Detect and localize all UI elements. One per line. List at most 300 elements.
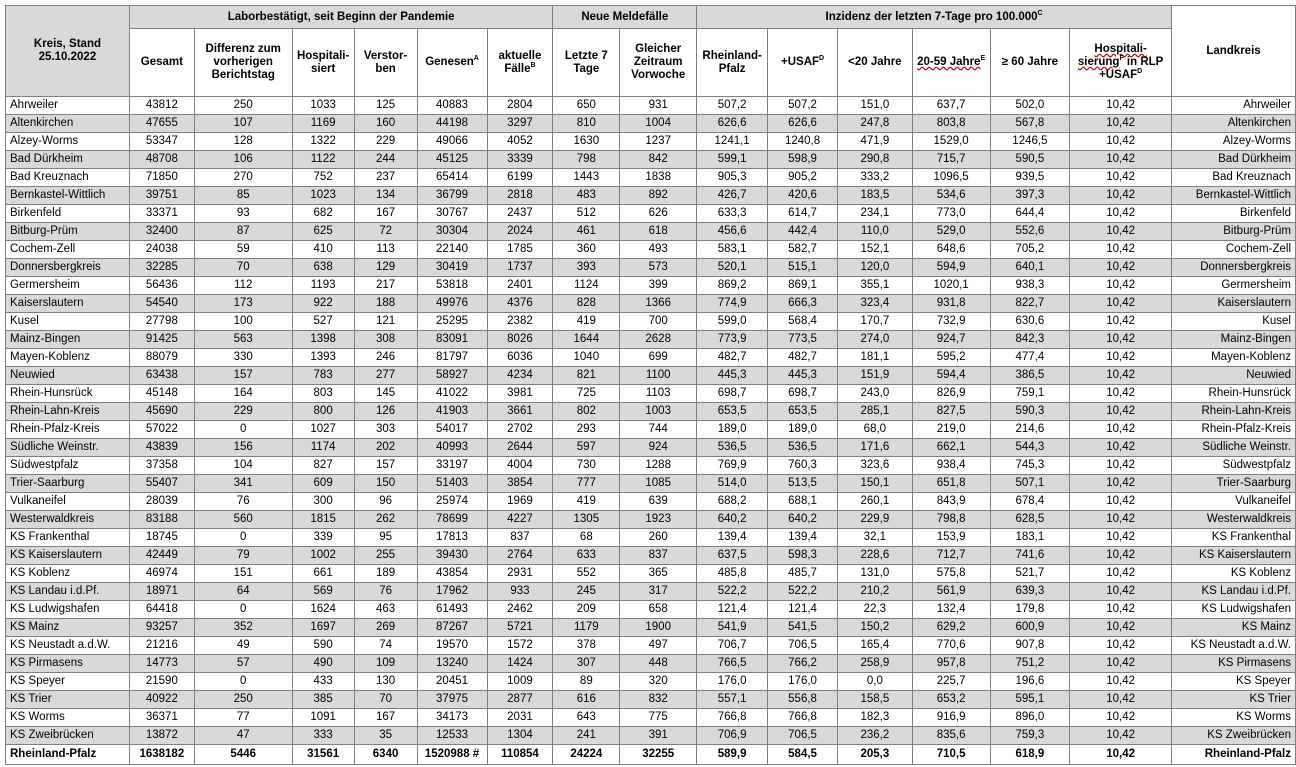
header-group-neue-meldefaelle <box>553 6 697 29</box>
cell-inzidenz-unter-20: 22,3 <box>837 601 912 619</box>
cell-inzidenz-20-59: 803,8 <box>912 115 990 133</box>
cell-hospitalisierung: 10,42 <box>1070 169 1172 187</box>
cell-differenz: 352 <box>194 619 292 637</box>
cell-kreis: Kusel <box>6 313 130 331</box>
cell-gleicher-zeitraum: 639 <box>620 493 697 511</box>
table-row <box>6 421 1296 439</box>
cell-hospitalisierung: 10,42 <box>1070 637 1172 655</box>
cell-hospitalisiert: 1169 <box>292 115 354 133</box>
cell-gesamt: 56436 <box>129 277 194 295</box>
cell-genesen: 25974 <box>417 493 487 511</box>
cell-genesen: 22140 <box>417 241 487 259</box>
cell-verstorben: 74 <box>354 637 417 655</box>
cell-letzte-7-tage: 307 <box>553 655 620 673</box>
cell-gesamt: 18971 <box>129 583 194 601</box>
cell-genesen: 87267 <box>417 619 487 637</box>
cell-inzidenz-usaf: 139,4 <box>768 529 838 547</box>
cell-gesamt: 32285 <box>129 259 194 277</box>
cell-letzte-7-tage: 1124 <box>553 277 620 295</box>
cell-inzidenz-rlp: 769,9 <box>697 457 768 475</box>
cell-verstorben: 244 <box>354 151 417 169</box>
cell-landkreis: KS Mainz <box>1171 619 1295 637</box>
cell-inzidenz-rlp: 507,2 <box>697 97 768 115</box>
cell-inzidenz-usaf: 760,3 <box>768 457 838 475</box>
cell-genesen: 39430 <box>417 547 487 565</box>
cell-hospitalisierung: 10,42 <box>1070 331 1172 349</box>
cell-landkreis: KS Trier <box>1171 691 1295 709</box>
cell-gleicher-zeitraum: 1288 <box>620 457 697 475</box>
cell-gleicher-zeitraum: 448 <box>620 655 697 673</box>
cell-aktuelle-faelle: 933 <box>487 583 553 601</box>
header-kreis-stand-label: Kreis, Stand <box>33 38 101 50</box>
cell-inzidenz-ab-60: 590,3 <box>990 403 1070 421</box>
cell-inzidenz-20-59: 225,7 <box>912 673 990 691</box>
cell-kreis: KS Koblenz <box>6 565 130 583</box>
cell-gesamt: 55407 <box>129 475 194 493</box>
cell-genesen: 36799 <box>417 187 487 205</box>
cell-landkreis: Vulkaneifel <box>1171 493 1295 511</box>
cell-kreis: KS Frankenthal <box>6 529 130 547</box>
cell-gesamt: 83188 <box>129 511 194 529</box>
cell-genesen: 1520988 # <box>417 745 487 765</box>
cell-inzidenz-usaf: 614,7 <box>768 205 838 223</box>
table-row <box>6 187 1296 205</box>
cell-aktuelle-faelle: 837 <box>487 529 553 547</box>
header-group-neue-meldefaelle-label: Neue Meldefälle <box>581 10 669 23</box>
cell-hospitalisiert: 590 <box>292 637 354 655</box>
cell-inzidenz-20-59: 653,2 <box>912 691 990 709</box>
cell-gleicher-zeitraum: 399 <box>620 277 697 295</box>
cell-landkreis: Rhein-Hunsrück <box>1171 385 1295 403</box>
cell-gesamt: 24038 <box>129 241 194 259</box>
cell-genesen: 12533 <box>417 727 487 745</box>
cell-differenz: 77 <box>194 709 292 727</box>
cell-letzte-7-tage: 419 <box>553 493 620 511</box>
cell-letzte-7-tage: 483 <box>553 187 620 205</box>
cell-inzidenz-20-59: 534,6 <box>912 187 990 205</box>
cell-verstorben: 134 <box>354 187 417 205</box>
cell-gleicher-zeitraum: 365 <box>620 565 697 583</box>
cell-letzte-7-tage: 798 <box>553 151 620 169</box>
cell-aktuelle-faelle: 6199 <box>487 169 553 187</box>
cell-inzidenz-rlp: 599,0 <box>697 313 768 331</box>
cell-hospitalisierung: 10,42 <box>1070 673 1172 691</box>
cell-landkreis: KS Zweibrücken <box>1171 727 1295 745</box>
cell-differenz: 0 <box>194 529 292 547</box>
cell-inzidenz-unter-20: 229,9 <box>837 511 912 529</box>
cell-inzidenz-rlp: 456,6 <box>697 223 768 241</box>
cell-hospitalisiert: 783 <box>292 367 354 385</box>
cell-verstorben: 308 <box>354 331 417 349</box>
cell-landkreis: Bad Kreuznach <box>1171 169 1295 187</box>
cell-inzidenz-unter-20: 182,3 <box>837 709 912 727</box>
cell-inzidenz-20-59: 827,5 <box>912 403 990 421</box>
cell-hospitalisiert: 527 <box>292 313 354 331</box>
table-row <box>6 169 1296 187</box>
cell-landkreis: Cochem-Zell <box>1171 241 1295 259</box>
cell-gleicher-zeitraum: 842 <box>620 151 697 169</box>
cell-gesamt: 33371 <box>129 205 194 223</box>
cell-genesen: 19570 <box>417 637 487 655</box>
cell-gesamt: 88079 <box>129 349 194 367</box>
cell-gleicher-zeitraum: 260 <box>620 529 697 547</box>
cell-inzidenz-usaf: 766,8 <box>768 709 838 727</box>
cell-landkreis: KS Koblenz <box>1171 565 1295 583</box>
cell-aktuelle-faelle: 2818 <box>487 187 553 205</box>
cell-inzidenz-usaf: 626,6 <box>768 115 838 133</box>
cell-inzidenz-usaf: 640,2 <box>768 511 838 529</box>
cell-verstorben: 35 <box>354 727 417 745</box>
cell-aktuelle-faelle: 5721 <box>487 619 553 637</box>
cell-differenz: 270 <box>194 169 292 187</box>
cell-inzidenz-20-59: 916,9 <box>912 709 990 727</box>
cell-landkreis: KS Landau i.d.Pf. <box>1171 583 1295 601</box>
cell-inzidenz-20-59: 798,8 <box>912 511 990 529</box>
cell-hospitalisierung: 10,42 <box>1070 223 1172 241</box>
cell-verstorben: 129 <box>354 259 417 277</box>
cell-differenz: 57 <box>194 655 292 673</box>
cell-gesamt: 21590 <box>129 673 194 691</box>
cell-inzidenz-rlp: 445,3 <box>697 367 768 385</box>
cell-kreis: Rhein-Pfalz-Kreis <box>6 421 130 439</box>
cell-inzidenz-rlp: 176,0 <box>697 673 768 691</box>
cell-inzidenz-usaf: 442,4 <box>768 223 838 241</box>
cell-aktuelle-faelle: 2401 <box>487 277 553 295</box>
cell-inzidenz-usaf: 536,5 <box>768 439 838 457</box>
cell-aktuelle-faelle: 1572 <box>487 637 553 655</box>
cell-inzidenz-ab-60: 745,3 <box>990 457 1070 475</box>
cell-differenz: 76 <box>194 493 292 511</box>
cell-landkreis: Westerwaldkreis <box>1171 511 1295 529</box>
cell-kreis: Südliche Weinstr. <box>6 439 130 457</box>
cell-inzidenz-usaf: 766,2 <box>768 655 838 673</box>
header-20-59 <box>912 29 990 97</box>
cell-inzidenz-unter-20: 333,2 <box>837 169 912 187</box>
header-landkreis <box>1171 6 1295 97</box>
cell-inzidenz-ab-60: 567,8 <box>990 115 1070 133</box>
cell-inzidenz-20-59: 712,7 <box>912 547 990 565</box>
header-20-59-label: 20-59 Jahre <box>917 56 981 68</box>
cell-genesen: 44198 <box>417 115 487 133</box>
cell-kreis: Bad Kreuznach <box>6 169 130 187</box>
cell-differenz: 0 <box>194 601 292 619</box>
cell-verstorben: 145 <box>354 385 417 403</box>
cell-differenz: 85 <box>194 187 292 205</box>
cell-inzidenz-rlp: 514,0 <box>697 475 768 493</box>
cell-differenz: 100 <box>194 313 292 331</box>
cell-genesen: 78699 <box>417 511 487 529</box>
cell-letzte-7-tage: 241 <box>553 727 620 745</box>
cell-inzidenz-unter-20: 205,3 <box>837 745 912 765</box>
table-row <box>6 367 1296 385</box>
cell-landkreis: KS Ludwigshafen <box>1171 601 1295 619</box>
cell-inzidenz-unter-20: 120,0 <box>837 259 912 277</box>
cell-hospitalisierung: 10,42 <box>1070 511 1172 529</box>
cell-gleicher-zeitraum: 744 <box>620 421 697 439</box>
cell-letzte-7-tage: 360 <box>553 241 620 259</box>
cell-gesamt: 32400 <box>129 223 194 241</box>
cell-verstorben: 96 <box>354 493 417 511</box>
cell-inzidenz-20-59: 938,4 <box>912 457 990 475</box>
cell-hospitalisierung: 10,42 <box>1070 565 1172 583</box>
cell-inzidenz-rlp: 869,2 <box>697 277 768 295</box>
cell-hospitalisiert: 1398 <box>292 331 354 349</box>
cell-verstorben: 217 <box>354 277 417 295</box>
table-row <box>6 475 1296 493</box>
header-aktuelle-faelle <box>487 29 553 97</box>
table-row <box>6 637 1296 655</box>
cell-inzidenz-unter-20: 170,7 <box>837 313 912 331</box>
cell-verstorben: 95 <box>354 529 417 547</box>
cell-genesen: 17813 <box>417 529 487 547</box>
cell-inzidenz-unter-20: 274,0 <box>837 331 912 349</box>
cell-landkreis: Bernkastel-Wittlich <box>1171 187 1295 205</box>
cell-inzidenz-ab-60: 630,6 <box>990 313 1070 331</box>
cell-gesamt: 18745 <box>129 529 194 547</box>
cell-landkreis: Ahrweiler <box>1171 97 1295 115</box>
cell-inzidenz-ab-60: 397,3 <box>990 187 1070 205</box>
cell-gleicher-zeitraum: 892 <box>620 187 697 205</box>
cell-hospitalisierung: 10,42 <box>1070 745 1172 765</box>
table-row <box>6 133 1296 151</box>
cell-differenz: 250 <box>194 691 292 709</box>
cell-letzte-7-tage: 419 <box>553 313 620 331</box>
cell-hospitalisiert: 1033 <box>292 97 354 115</box>
cell-inzidenz-ab-60: 759,3 <box>990 727 1070 745</box>
cell-inzidenz-20-59: 219,0 <box>912 421 990 439</box>
cell-kreis: Bitburg-Prüm <box>6 223 130 241</box>
cell-hospitalisiert: 682 <box>292 205 354 223</box>
cell-inzidenz-unter-20: 247,8 <box>837 115 912 133</box>
cell-genesen: 45125 <box>417 151 487 169</box>
table-row <box>6 241 1296 259</box>
cell-gesamt: 21216 <box>129 637 194 655</box>
table-body <box>6 97 1296 765</box>
cell-kreis: Altenkirchen <box>6 115 130 133</box>
cell-aktuelle-faelle: 2437 <box>487 205 553 223</box>
cell-kreis: Rheinland-Pfalz <box>6 745 130 765</box>
cell-differenz: 93 <box>194 205 292 223</box>
cell-aktuelle-faelle: 6036 <box>487 349 553 367</box>
table-row <box>6 205 1296 223</box>
cell-gleicher-zeitraum: 493 <box>620 241 697 259</box>
header-usaf-label: +USAF <box>781 56 820 68</box>
cell-inzidenz-unter-20: 0,0 <box>837 673 912 691</box>
cell-landkreis: Altenkirchen <box>1171 115 1295 133</box>
cell-gesamt: 93257 <box>129 619 194 637</box>
cell-hospitalisierung: 10,42 <box>1070 529 1172 547</box>
cell-hospitalisiert: 800 <box>292 403 354 421</box>
cell-verstorben: 121 <box>354 313 417 331</box>
cell-inzidenz-usaf: 482,7 <box>768 349 838 367</box>
cell-differenz: 157 <box>194 367 292 385</box>
table-row <box>6 97 1296 115</box>
cell-gleicher-zeitraum: 1900 <box>620 619 697 637</box>
footnote-d2: D <box>1137 68 1143 76</box>
cell-kreis: Ahrweiler <box>6 97 130 115</box>
table-row <box>6 529 1296 547</box>
table-row <box>6 457 1296 475</box>
cell-kreis: Südwestpfalz <box>6 457 130 475</box>
cell-letzte-7-tage: 597 <box>553 439 620 457</box>
cell-differenz: 70 <box>194 259 292 277</box>
cell-letzte-7-tage: 89 <box>553 673 620 691</box>
cell-gesamt: 28039 <box>129 493 194 511</box>
cell-inzidenz-20-59: 153,9 <box>912 529 990 547</box>
table-header <box>6 6 1296 97</box>
cell-inzidenz-unter-20: 150,1 <box>837 475 912 493</box>
cell-inzidenz-rlp: 905,3 <box>697 169 768 187</box>
cell-inzidenz-ab-60: 595,1 <box>990 691 1070 709</box>
cell-genesen: 49976 <box>417 295 487 313</box>
cell-aktuelle-faelle: 4052 <box>487 133 553 151</box>
cell-inzidenz-ab-60: 196,6 <box>990 673 1070 691</box>
cell-hospitalisierung: 10,42 <box>1070 151 1172 169</box>
cell-letzte-7-tage: 1644 <box>553 331 620 349</box>
cell-inzidenz-20-59: 1096,5 <box>912 169 990 187</box>
cell-inzidenz-rlp: 653,5 <box>697 403 768 421</box>
cell-hospitalisiert: 922 <box>292 295 354 313</box>
cell-differenz: 0 <box>194 421 292 439</box>
table-row <box>6 619 1296 637</box>
header-genesen-label: Genesen <box>425 56 474 68</box>
cell-genesen: 25295 <box>417 313 487 331</box>
header-hospitalisiert: Hospitali-siert <box>292 29 354 97</box>
cell-inzidenz-20-59: 651,8 <box>912 475 990 493</box>
cell-hospitalisiert: 1174 <box>292 439 354 457</box>
cell-differenz: 64 <box>194 583 292 601</box>
cell-inzidenz-unter-20: 151,9 <box>837 367 912 385</box>
cell-hospitalisiert: 752 <box>292 169 354 187</box>
cell-gesamt: 54540 <box>129 295 194 313</box>
cell-hospitalisierung: 10,42 <box>1070 205 1172 223</box>
cell-aktuelle-faelle: 2702 <box>487 421 553 439</box>
cell-inzidenz-usaf: 584,5 <box>768 745 838 765</box>
cell-inzidenz-rlp: 698,7 <box>697 385 768 403</box>
cell-gleicher-zeitraum: 626 <box>620 205 697 223</box>
cell-differenz: 107 <box>194 115 292 133</box>
cell-gleicher-zeitraum: 391 <box>620 727 697 745</box>
cell-inzidenz-unter-20: 285,1 <box>837 403 912 421</box>
cell-inzidenz-20-59: 594,4 <box>912 367 990 385</box>
cell-differenz: 173 <box>194 295 292 313</box>
cell-hospitalisierung: 10,42 <box>1070 439 1172 457</box>
cell-inzidenz-unter-20: 228,6 <box>837 547 912 565</box>
cell-verstorben: 126 <box>354 403 417 421</box>
cell-gesamt: 45690 <box>129 403 194 421</box>
table-row <box>6 511 1296 529</box>
cell-gesamt: 39751 <box>129 187 194 205</box>
cell-inzidenz-rlp: 541,9 <box>697 619 768 637</box>
cell-hospitalisiert: 638 <box>292 259 354 277</box>
cell-inzidenz-rlp: 189,0 <box>697 421 768 439</box>
header-ab-60: ≥ 60 Jahre <box>990 29 1070 97</box>
cell-kreis: KS Neustadt a.d.W. <box>6 637 130 655</box>
cell-letzte-7-tage: 643 <box>553 709 620 727</box>
cell-hospitalisiert: 1193 <box>292 277 354 295</box>
cell-letzte-7-tage: 209 <box>553 601 620 619</box>
cell-letzte-7-tage: 777 <box>553 475 620 493</box>
cell-hospitalisierung: 10,42 <box>1070 367 1172 385</box>
header-genesen <box>417 29 487 97</box>
cell-inzidenz-usaf: 706,5 <box>768 637 838 655</box>
footnote-b: B <box>530 61 536 69</box>
cell-differenz: 563 <box>194 331 292 349</box>
cell-gleicher-zeitraum: 1923 <box>620 511 697 529</box>
cell-verstorben: 157 <box>354 457 417 475</box>
cell-landkreis: Alzey-Worms <box>1171 133 1295 151</box>
cell-hospitalisierung: 10,42 <box>1070 709 1172 727</box>
cell-letzte-7-tage: 1443 <box>553 169 620 187</box>
footnote-d: D <box>819 55 825 63</box>
table-row <box>6 547 1296 565</box>
header-letzte-7-tage: Letzte 7 Tage <box>553 29 620 97</box>
cell-gleicher-zeitraum: 658 <box>620 601 697 619</box>
cell-inzidenz-rlp: 688,2 <box>697 493 768 511</box>
cell-inzidenz-20-59: 770,6 <box>912 637 990 655</box>
cell-letzte-7-tage: 393 <box>553 259 620 277</box>
cell-inzidenz-rlp: 536,5 <box>697 439 768 457</box>
cell-inzidenz-rlp: 637,5 <box>697 547 768 565</box>
cell-kreis: Kaiserslautern <box>6 295 130 313</box>
header-verstorben: Verstor-ben <box>354 29 417 97</box>
cell-differenz: 151 <box>194 565 292 583</box>
cell-inzidenz-rlp: 599,1 <box>697 151 768 169</box>
cell-inzidenz-rlp: 520,1 <box>697 259 768 277</box>
cell-gleicher-zeitraum: 775 <box>620 709 697 727</box>
cell-hospitalisiert: 385 <box>292 691 354 709</box>
cell-aktuelle-faelle: 2804 <box>487 97 553 115</box>
cell-letzte-7-tage: 616 <box>553 691 620 709</box>
cell-aktuelle-faelle: 3339 <box>487 151 553 169</box>
cell-inzidenz-usaf: 507,2 <box>768 97 838 115</box>
cell-hospitalisiert: 1002 <box>292 547 354 565</box>
cell-landkreis: Trier-Saarburg <box>1171 475 1295 493</box>
table-row <box>6 277 1296 295</box>
cell-landkreis: Rhein-Pfalz-Kreis <box>1171 421 1295 439</box>
cell-kreis: Neuwied <box>6 367 130 385</box>
cell-letzte-7-tage: 633 <box>553 547 620 565</box>
cell-inzidenz-rlp: 426,7 <box>697 187 768 205</box>
cell-hospitalisierung: 10,42 <box>1070 403 1172 421</box>
cell-verstorben: 463 <box>354 601 417 619</box>
cell-inzidenz-unter-20: 290,8 <box>837 151 912 169</box>
cell-gleicher-zeitraum: 924 <box>620 439 697 457</box>
cell-aktuelle-faelle: 2024 <box>487 223 553 241</box>
cell-hospitalisierung: 10,42 <box>1070 601 1172 619</box>
cell-gesamt: 46974 <box>129 565 194 583</box>
cell-gleicher-zeitraum: 317 <box>620 583 697 601</box>
cell-inzidenz-unter-20: 323,4 <box>837 295 912 313</box>
cell-landkreis: Rhein-Lahn-Kreis <box>1171 403 1295 421</box>
header-landkreis-label: Landkreis <box>1206 44 1261 57</box>
footnote-f: F <box>1119 55 1124 63</box>
table-row-total <box>6 745 1296 765</box>
cell-inzidenz-ab-60: 502,0 <box>990 97 1070 115</box>
cell-inzidenz-unter-20: 158,5 <box>837 691 912 709</box>
cell-hospitalisiert: 1815 <box>292 511 354 529</box>
cell-landkreis: Germersheim <box>1171 277 1295 295</box>
cell-inzidenz-ab-60: 183,1 <box>990 529 1070 547</box>
cell-gesamt: 27798 <box>129 313 194 331</box>
cell-inzidenz-unter-20: 152,1 <box>837 241 912 259</box>
cell-inzidenz-usaf: 688,1 <box>768 493 838 511</box>
table-row <box>6 115 1296 133</box>
cell-inzidenz-usaf: 905,2 <box>768 169 838 187</box>
cell-inzidenz-usaf: 420,6 <box>768 187 838 205</box>
cell-inzidenz-20-59: 826,9 <box>912 385 990 403</box>
cell-hospitalisierung: 10,42 <box>1070 295 1172 313</box>
